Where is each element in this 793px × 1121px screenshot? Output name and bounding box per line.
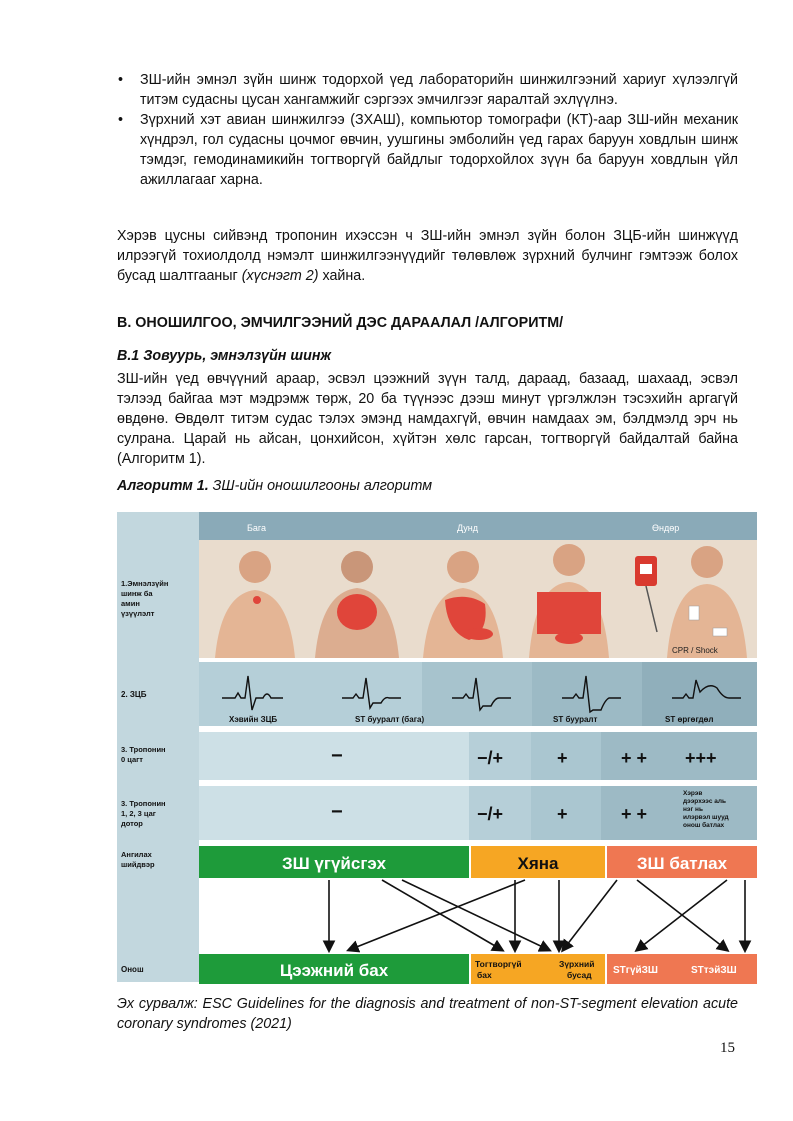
diagnosis-stemi: STтэйЗШ: [691, 965, 737, 976]
cpr-label: CPR / Shock: [672, 646, 718, 655]
ecg-label-st-elevation: ST өргөгдөл: [665, 715, 714, 724]
troponin-0h-triple: +++: [685, 748, 717, 768]
row-label-troponin-1-3h: 3. Тропонин 1, 2, 3 цаг дотор: [121, 799, 166, 828]
row-label-troponin-0h: 3. Тропонин 0 цагт: [121, 745, 166, 764]
row-label-diagnosis: Онош: [121, 965, 144, 974]
algorithm-figure: [117, 512, 757, 992]
troponin-1-3h-equivocal: −/+: [477, 804, 504, 824]
troponin-0h-plus: +: [557, 748, 568, 768]
svg-text:ЗШ үгүйсгэх: ЗШ үгүйсгэх: [281, 854, 387, 873]
bullet-icon: •: [118, 112, 124, 128]
row-label-symptoms: 1.Эмнэлзүйн шинж ба амин үзүүлэлт: [121, 579, 169, 618]
troponin-1-3h-double: + +: [621, 804, 648, 824]
svg-text:ЗШ батлах: ЗШ батлах: [636, 854, 728, 873]
row-label-ecg: 2. ЗЦБ: [121, 690, 147, 699]
risk-level-low: Бага: [247, 523, 267, 533]
troponin-0h-negative: −: [331, 745, 343, 767]
troponin-note: Хэрэв дээрхээс аль нэг нь илэрвэл шууд онош батлах: [683, 790, 729, 829]
bullet-list: [117, 70, 738, 190]
troponin-1-3h-negative: −: [331, 801, 343, 823]
diagnosis-nstemi: STгүйЗШ: [613, 965, 658, 976]
troponin-paragraph: Хэрэв цусны сийвэнд тропонин ихэссэн ч ЗШ-ийн эмнэл зүйн болон ЗЦБ-ийн шинжүүд илрээгүй тохиолдолд нэмэлт шинжилгээнүүдийг төлөвлөж зүрхний булчинг гэмтээж болох бусад шалтгааныг (хүснэгт 2) хайна.: [117, 228, 738, 284]
symptoms-paragraph: ЗШ-ийн үед өвчүүний араар, эсвэл цээжний зүүн талд, дараад, базаад, шахаад, эсвэл тэлээд байгаа мэт мэдрэмж төрж, 20 ба түүнээс дээш минут үргэлжлэн тэсэхийн аргагүй өвдөнө. Өвдөлт титэм судас тэлэх эмэнд намдахгүй, өвчин намдаах эм, бэлдмэлд эрч нь сулрана. Царай нь айсан, цонхийсон, хүйтэн хөлс гарсан, тогтворгүй байдалтай байна (Алгоритм 1).: [117, 371, 738, 467]
diagnosis-other-cardiac-label: Зүрхний бусад: [559, 959, 595, 980]
ecg-label-st-depression-mild: ST бууралт (бага): [355, 715, 425, 724]
diagnosis-unstable-angina-label: Тогтворгүй бах: [475, 959, 522, 980]
troponin-0h-double: + +: [621, 748, 648, 768]
risk-level-mid: Дунд: [457, 523, 479, 533]
table-reference: (хүснэгт 2): [241, 268, 319, 284]
ecg-label-st-depression: ST бууралт: [553, 715, 598, 724]
svg-text:Хяна: Хяна: [517, 854, 559, 873]
troponin-1-3h-plus: +: [557, 804, 568, 824]
subsection-title: B.1 Зовуурь, эмнэлзүйн шинж: [117, 348, 332, 364]
bullet-item: • ЗШ-ийн эмнэл зүйн шинж тодорхой үед лабораторийн шинжилгээний хариуг хүлээлгүй титэм судасны цусан хангамжийг сэргээх эмчилгээг яаралтай эхлүүлнэ.: [118, 72, 738, 108]
section-title: B. ОНОШИЛГОО, ЭМЧИЛГЭЭНИЙ ДЭС ДАРААЛАЛ /АЛГОРИТМ/: [117, 315, 564, 331]
row-label-decision: Ангилах шийдвэр: [121, 850, 155, 869]
ecg-label-normal: Хэвийн ЗЦБ: [229, 715, 278, 724]
svg-text:Цээжний бах: Цээжний бах: [279, 961, 389, 980]
bullet-item: • Зүрхний хэт авиан шинжилгээ (ЗХАШ), компьютор томографи (КТ)-аар ЗШ-ийн механик хүндрэл, гол судасны цочмог өвчин, уушгины эмболийн үед гарах баруун ховдлын шинж тэмдэг, гемодинамикийн тогтворгүй байдлыг тодорхойлох зүүн ба баруун ховдлын үйл ажиллагааг харна.: [118, 112, 738, 188]
figure-source: Эх сурвалж: ESC Guidelines for the diagnosis and treatment of non-ST-segment elevation acute coronary syndromes (2021): [117, 996, 738, 1032]
risk-level-high: Өндөр: [652, 523, 680, 533]
bullet-icon: •: [118, 72, 124, 88]
algorithm-caption: Алгоритм 1. ЗШ-ийн оношилгооны алгоритм: [117, 478, 433, 494]
troponin-0h-equivocal: −/+: [477, 748, 504, 768]
page-number: 15: [720, 1040, 735, 1056]
